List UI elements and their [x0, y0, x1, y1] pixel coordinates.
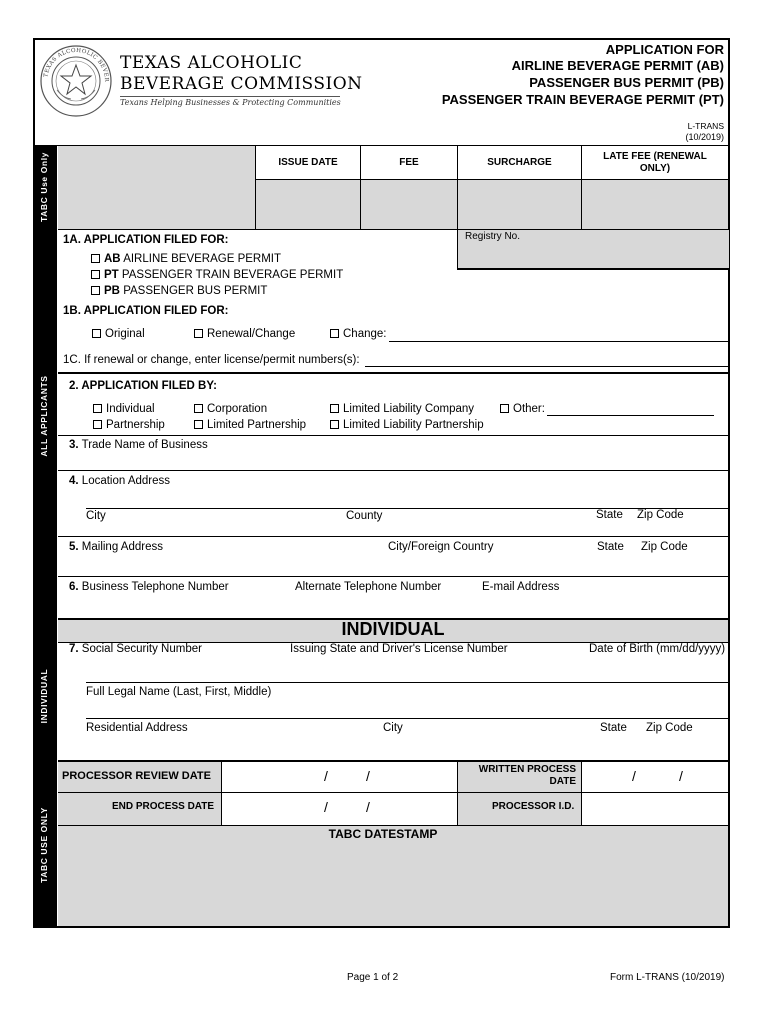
option-pb[interactable] [91, 285, 267, 297]
checkbox-partnership[interactable] [93, 420, 102, 429]
option-llp[interactable] [330, 419, 484, 431]
end-process-date-field[interactable] [222, 793, 456, 825]
option-individual-label: Individual [106, 403, 155, 415]
datestamp-label: TABC DATESTAMP [328, 827, 438, 841]
org-name-line1: TEXAS ALCOHOLIC [120, 53, 303, 73]
mailing-state-label: State [597, 541, 624, 553]
fee-header-late-fee: LATE FEE (RENEWAL ONLY) [603, 151, 707, 174]
option-renewal[interactable] [194, 328, 295, 340]
side-label-all-applicants: ALL APPLICANTS [39, 375, 49, 457]
org-name-line2: BEVERAGE COMMISSION [120, 74, 363, 94]
fee-header-issue-date: ISSUE DATE [278, 157, 338, 168]
location-address-line [86, 508, 728, 509]
form-date: (10/2019) [685, 132, 724, 142]
fee-table-gray-issue [256, 179, 360, 230]
svg-text:TEXAS ALCOHOLIC BEVERAGE COMMI [39, 44, 109, 83]
trade-name-field[interactable] [58, 452, 728, 470]
written-process-date-field[interactable] [582, 762, 728, 792]
option-change-label: Change: [343, 328, 387, 340]
section-6-text: Business Telephone Number [81, 581, 229, 593]
option-partnership-label: Partnership [106, 419, 165, 431]
option-original-label: Original [105, 328, 145, 340]
title-line-1: APPLICATION FOR [605, 42, 724, 57]
seal-text: TEXAS ALCOHOLIC BEVER [43, 47, 110, 83]
res-city-label: City [383, 722, 403, 734]
processor-id-field[interactable] [582, 793, 728, 825]
section-4-num: 4. [69, 475, 79, 487]
option-llp-label: Limited Liability Partnership [343, 419, 484, 431]
location-zip-label: Zip Code [637, 509, 684, 521]
section-3-text: Trade Name of Business [81, 439, 208, 451]
full-name-label: Full Legal Name (Last, First, Middle) [86, 686, 272, 698]
option-pb-text: PASSENGER BUS PERMIT [123, 285, 268, 297]
residential-address-field[interactable] [86, 737, 728, 760]
option-llc[interactable] [330, 403, 474, 415]
option-other[interactable] [500, 403, 545, 415]
option-change[interactable] [330, 328, 386, 340]
section-1b-label: 1B. APPLICATION FILED FOR: [63, 305, 229, 317]
checkbox-pb[interactable] [91, 286, 100, 295]
checkbox-individual[interactable] [93, 404, 102, 413]
section-5-bottom-rule [58, 576, 728, 577]
section-7-text: Social Security Number [81, 643, 202, 655]
option-corporation[interactable] [194, 403, 267, 415]
fee-header-fee: FEE [399, 157, 419, 168]
email-label: E-mail Address [482, 581, 560, 593]
option-pt-text: PASSENGER TRAIN BEVERAGE PERMIT [121, 269, 344, 281]
processor-review-date-field[interactable] [222, 762, 456, 792]
checkbox-llp[interactable] [330, 420, 339, 429]
org-tagline: Texans Helping Businesses & Protecting Communities [120, 98, 341, 107]
individual-heading: INDIVIDUAL [341, 619, 445, 639]
written-process-date-label: WRITTEN PROCESS DATE [478, 764, 576, 787]
option-limited-partnership[interactable] [194, 419, 306, 431]
fee-table-gray-surcharge [458, 179, 581, 230]
section-4-text: Location Address [81, 475, 171, 487]
fee-table-gray-fee [361, 179, 457, 230]
processor-review-date-label: PROCESSOR REVIEW DATE [62, 770, 211, 782]
option-ab-text: AIRLINE BEVERAGE PERMIT [123, 253, 282, 265]
title-line-4: PASSENGER TRAIN BEVERAGE PERMIT (PT) [441, 92, 724, 107]
permit-numbers-input-line[interactable] [365, 366, 728, 367]
mailing-address-field[interactable] [58, 556, 728, 576]
review-date-slash-2: / [366, 768, 370, 784]
option-pb-code: PB [104, 285, 120, 297]
section-2-label: 2. APPLICATION FILED BY: [69, 380, 218, 392]
mailing-city-label: City/Foreign Country [388, 541, 494, 553]
location-state-label: State [596, 509, 623, 521]
dob-label: Date of Birth (mm/dd/yyyy) [589, 643, 726, 655]
res-address-label: Residential Address [86, 722, 188, 734]
datestamp-area [58, 826, 728, 926]
option-pt[interactable] [91, 269, 343, 281]
written-date-slash-2: / [679, 768, 683, 784]
location-city-label: City [86, 510, 106, 522]
section-4-bottom-rule [58, 536, 728, 537]
location-county-label: County [346, 510, 383, 522]
end-date-slash-2: / [366, 799, 370, 815]
checkbox-corporation[interactable] [194, 404, 203, 413]
section-1a-label: 1A. APPLICATION FILED FOR: [63, 234, 229, 246]
fee-divider-4 [581, 146, 582, 230]
res-state-label: State [600, 722, 627, 734]
checkbox-renewal[interactable] [194, 329, 203, 338]
end-process-date-label: END PROCESS DATE [112, 801, 215, 812]
ssn-line [86, 682, 728, 683]
section-3-num: 3. [69, 439, 79, 451]
org-name-underline [120, 96, 340, 97]
option-corporation-label: Corporation [207, 403, 268, 415]
section-5-label [69, 541, 163, 553]
dl-label: Issuing State and Driver's License Number [290, 643, 508, 655]
section-1-bottom-rule [58, 372, 728, 374]
written-date-slash-1: / [632, 768, 636, 784]
option-pt-code: PT [104, 269, 119, 281]
processor-id-label: PROCESSOR I.D. [492, 801, 575, 812]
other-input-line[interactable] [547, 415, 714, 416]
review-date-slash-1: / [324, 768, 328, 784]
section-2-bottom-rule [58, 435, 728, 436]
section-1c-label: 1C. If renewal or change, enter license/permit numbers(s): [63, 354, 360, 366]
option-limited-partnership-label: Limited Partnership [207, 419, 307, 431]
checkbox-pt[interactable] [91, 270, 100, 279]
side-label-tabc-bottom: TABC USE ONLY [39, 807, 49, 883]
side-label-tabc-top: TABC Use Only [39, 152, 49, 222]
title-line-3: PASSENGER BUS PERMIT (PB) [529, 75, 724, 90]
fee-table-gray-left [58, 146, 255, 230]
option-individual[interactable] [93, 403, 155, 415]
section-6-num: 6. [69, 581, 79, 593]
checkbox-other[interactable] [500, 404, 509, 413]
section-4-label [69, 475, 170, 487]
phone-fields[interactable] [58, 596, 728, 618]
tabc-seal-logo [39, 44, 113, 118]
form-code: L-TRANS [687, 121, 724, 131]
option-other-label: Other: [513, 403, 545, 415]
option-ab-code: AB [104, 253, 121, 265]
checkbox-limited-partnership[interactable] [194, 420, 203, 429]
ssn-label [69, 643, 202, 655]
ssn-dl-dob-fields[interactable] [86, 660, 728, 682]
fee-header-surcharge: SURCHARGE [487, 157, 552, 168]
section-5-text: Mailing Address [81, 541, 163, 553]
section-5-num: 5. [69, 541, 79, 553]
section-3-bottom-rule [58, 470, 728, 471]
full-name-line [86, 718, 728, 719]
full-name-field[interactable] [86, 700, 728, 718]
checkbox-change[interactable] [330, 329, 339, 338]
fee-header-rule [256, 179, 728, 180]
location-address-field[interactable] [86, 490, 728, 508]
title-line-2: AIRLINE BEVERAGE PERMIT (AB) [511, 58, 724, 73]
option-llc-label: Limited Liability Company [343, 403, 475, 415]
change-input-line[interactable] [389, 341, 728, 342]
option-original[interactable] [92, 328, 145, 340]
section-6-label [69, 581, 229, 593]
alt-phone-label: Alternate Telephone Number [295, 581, 442, 593]
registry-label: Registry No. [465, 231, 521, 242]
checkbox-ab[interactable] [91, 254, 100, 263]
res-zip-label: Zip Code [646, 722, 693, 734]
section-7-num: 7. [69, 643, 79, 655]
checkbox-llc[interactable] [330, 404, 339, 413]
mailing-zip-label: Zip Code [641, 541, 688, 553]
footer-page-number: Page 1 of 2 [347, 972, 399, 983]
fee-table-gray-late [582, 179, 728, 230]
section-3-label [69, 439, 208, 451]
option-partnership[interactable] [93, 419, 165, 431]
footer-form-id: Form L-TRANS (10/2019) [610, 972, 725, 983]
option-renewal-label: Renewal/Change [207, 328, 296, 340]
checkbox-original[interactable] [92, 329, 101, 338]
side-label-individual: INDIVIDUAL [39, 668, 49, 724]
end-date-slash-1: / [324, 799, 328, 815]
option-ab[interactable] [91, 253, 281, 265]
